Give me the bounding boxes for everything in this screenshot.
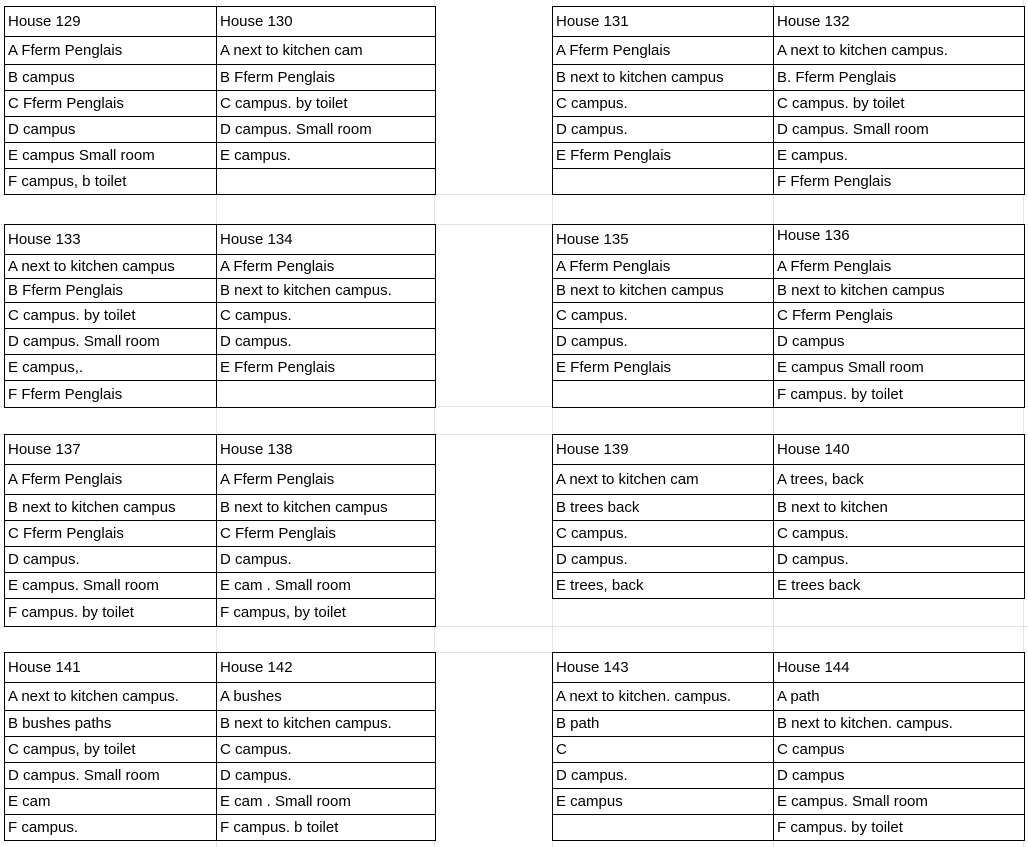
- cell[interactable]: B next to kitchen campus: [774, 279, 1025, 303]
- cell[interactable]: F Fferm Penglais: [5, 381, 217, 408]
- table-header-row: [553, 653, 1025, 683]
- table-row: [5, 169, 436, 195]
- house-title[interactable]: House 144: [774, 653, 1025, 683]
- cell[interactable]: D campus: [774, 329, 1025, 355]
- cell[interactable]: [553, 815, 774, 841]
- table-row: [5, 573, 436, 599]
- cell[interactable]: D campus. Small room: [5, 763, 217, 789]
- cell[interactable]: D campus.: [5, 547, 217, 573]
- cell[interactable]: E Fferm Penglais: [553, 355, 774, 381]
- cell[interactable]: C Fferm Penglais: [217, 521, 436, 547]
- table-row: [5, 329, 436, 355]
- cell[interactable]: B trees back: [553, 495, 774, 521]
- table-row: [5, 91, 436, 117]
- cell[interactable]: C Fferm Penglais: [5, 91, 217, 117]
- house-title[interactable]: House 137: [5, 435, 217, 465]
- table-row: [5, 547, 436, 573]
- cell[interactable]: D campus: [774, 763, 1025, 789]
- table-row: [553, 143, 1025, 169]
- table-row: [553, 37, 1025, 65]
- cell[interactable]: D campus.: [553, 763, 774, 789]
- cell[interactable]: F campus. by toilet: [5, 599, 217, 627]
- table-row: [5, 355, 436, 381]
- cell[interactable]: C campus: [774, 737, 1025, 763]
- house-table-left: [4, 652, 436, 841]
- table-row: [5, 465, 436, 495]
- house-title[interactable]: House 138: [217, 435, 436, 465]
- table-row: [553, 465, 1025, 495]
- cell[interactable]: C campus.: [553, 521, 774, 547]
- cell[interactable]: C campus. by toilet: [774, 91, 1025, 117]
- table-row: [553, 683, 1025, 711]
- cell[interactable]: D campus. Small room: [5, 329, 217, 355]
- cell[interactable]: D campus.: [217, 547, 436, 573]
- cell[interactable]: A next to kitchen cam: [217, 37, 436, 65]
- table-header-row: [553, 435, 1025, 465]
- cell[interactable]: E Fferm Penglais: [553, 143, 774, 169]
- table-row: [5, 521, 436, 547]
- table-row: [5, 599, 436, 627]
- cell[interactable]: C: [553, 737, 774, 763]
- table-row: [553, 737, 1025, 763]
- house-table-right: [552, 434, 1025, 599]
- cell[interactable]: [553, 169, 774, 195]
- cell[interactable]: A Fferm Penglais: [553, 255, 774, 279]
- cell[interactable]: D campus: [5, 117, 217, 143]
- table-row: [553, 255, 1025, 279]
- table-header-row: [5, 7, 436, 37]
- house-title[interactable]: House 132: [774, 7, 1025, 37]
- cell[interactable]: B next to kitchen campus: [553, 279, 774, 303]
- cell[interactable]: A Fferm Penglais: [217, 255, 436, 279]
- cell[interactable]: C campus.: [553, 303, 774, 329]
- cell[interactable]: A next to kitchen campus: [5, 255, 217, 279]
- house-table-right: [552, 6, 1025, 195]
- cell[interactable]: A trees, back: [774, 465, 1025, 495]
- house-title[interactable]: House 140: [774, 435, 1025, 465]
- cell[interactable]: D campus.: [553, 329, 774, 355]
- table-header-row: [5, 653, 436, 683]
- cell[interactable]: A next to kitchen. campus.: [553, 683, 774, 711]
- table-row: [5, 683, 436, 711]
- cell[interactable]: A bushes: [217, 683, 436, 711]
- cell[interactable]: [217, 169, 436, 195]
- table-row: [553, 547, 1025, 573]
- table-row: [553, 789, 1025, 815]
- cell[interactable]: D campus. Small room: [217, 117, 436, 143]
- house-table-right: [552, 224, 1025, 408]
- table-header-row: [553, 7, 1025, 37]
- cell[interactable]: E campus. Small room: [774, 789, 1025, 815]
- cell[interactable]: C campus.: [553, 91, 774, 117]
- cell[interactable]: C campus.: [217, 737, 436, 763]
- cell[interactable]: D campus.: [217, 329, 436, 355]
- cell[interactable]: A path: [774, 683, 1025, 711]
- cell[interactable]: B next to kitchen. campus.: [774, 711, 1025, 737]
- table-row: [553, 381, 1025, 408]
- cell[interactable]: C campus.: [774, 521, 1025, 547]
- table-row: [553, 279, 1025, 303]
- table-row: [5, 495, 436, 521]
- table-row: [5, 737, 436, 763]
- cell[interactable]: B next to kitchen campus: [553, 65, 774, 91]
- house-title[interactable]: House 134: [217, 225, 436, 255]
- cell[interactable]: E campus Small room: [5, 143, 217, 169]
- cell[interactable]: E campus,.: [5, 355, 217, 381]
- house-table-left: [4, 434, 436, 627]
- cell[interactable]: B next to kitchen: [774, 495, 1025, 521]
- cell[interactable]: E trees back: [774, 573, 1025, 599]
- cell[interactable]: F campus. by toilet: [774, 381, 1025, 408]
- table-row: [553, 355, 1025, 381]
- cell[interactable]: F campus. by toilet: [774, 815, 1025, 841]
- house-title[interactable]: House 135: [553, 225, 774, 255]
- cell[interactable]: A Fferm Penglais: [774, 255, 1025, 279]
- cell[interactable]: A next to kitchen cam: [553, 465, 774, 495]
- cell[interactable]: C Fferm Penglais: [5, 521, 217, 547]
- cell[interactable]: C campus, by toilet: [5, 737, 217, 763]
- cell[interactable]: E campus.: [774, 143, 1025, 169]
- cell[interactable]: E campus: [553, 789, 774, 815]
- cell[interactable]: A Fferm Penglais: [217, 465, 436, 495]
- cell[interactable]: C campus.: [217, 303, 436, 329]
- table-row: [5, 143, 436, 169]
- cell[interactable]: B campus: [5, 65, 217, 91]
- cell[interactable]: F campus. b toilet: [217, 815, 436, 841]
- cell[interactable]: C campus. by toilet: [5, 303, 217, 329]
- house-title[interactable]: House 142: [217, 653, 436, 683]
- cell[interactable]: E Fferm Penglais: [217, 355, 436, 381]
- cell[interactable]: B next to kitchen campus.: [217, 711, 436, 737]
- table-row: [553, 763, 1025, 789]
- cell[interactable]: [217, 381, 436, 408]
- cell[interactable]: B path: [553, 711, 774, 737]
- cell[interactable]: D campus.: [553, 117, 774, 143]
- cell[interactable]: E campus.: [217, 143, 436, 169]
- cell[interactable]: B next to kitchen campus.: [217, 279, 436, 303]
- cell[interactable]: F campus.: [5, 815, 217, 841]
- table-row: [553, 303, 1025, 329]
- cell[interactable]: E cam . Small room: [217, 789, 436, 815]
- table-row: [553, 573, 1025, 599]
- table-row: [553, 521, 1025, 547]
- cell[interactable]: A next to kitchen campus.: [774, 37, 1025, 65]
- house-table-right: [552, 652, 1025, 841]
- cell[interactable]: D campus.: [774, 547, 1025, 573]
- cell[interactable]: F Fferm Penglais: [774, 169, 1025, 195]
- table-header-row: [5, 435, 436, 465]
- table-row: [5, 117, 436, 143]
- house-table-left: [4, 224, 436, 408]
- table-row: [5, 255, 436, 279]
- cell[interactable]: E campus Small room: [774, 355, 1025, 381]
- table-row: [5, 763, 436, 789]
- house-title[interactable]: House 139: [553, 435, 774, 465]
- table-header-row: [5, 225, 436, 255]
- table-row: [553, 117, 1025, 143]
- cell[interactable]: F campus, b toilet: [5, 169, 217, 195]
- cell[interactable]: A Fferm Penglais: [5, 465, 217, 495]
- cell[interactable]: A Fferm Penglais: [5, 37, 217, 65]
- cell[interactable]: D campus.: [553, 547, 774, 573]
- table-row: [553, 65, 1025, 91]
- cell[interactable]: E cam . Small room: [217, 573, 436, 599]
- house-title[interactable]: House 141: [5, 653, 217, 683]
- table-row: [553, 91, 1025, 117]
- cell[interactable]: C Fferm Penglais: [774, 303, 1025, 329]
- table-row: [5, 279, 436, 303]
- table-row: [5, 37, 436, 65]
- house-title[interactable]: House 133: [5, 225, 217, 255]
- cell[interactable]: C campus. by toilet: [217, 91, 436, 117]
- cell[interactable]: B next to kitchen campus: [5, 495, 217, 521]
- cell[interactable]: A next to kitchen campus.: [5, 683, 217, 711]
- cell[interactable]: [553, 381, 774, 408]
- table-row: [5, 711, 436, 737]
- house-title[interactable]: House 129: [5, 7, 217, 37]
- cell[interactable]: B. Fferm Penglais: [774, 65, 1025, 91]
- table-row: [553, 495, 1025, 521]
- table-row: [553, 169, 1025, 195]
- table-row: [553, 329, 1025, 355]
- table-row: [553, 815, 1025, 841]
- table-row: [5, 65, 436, 91]
- cell[interactable]: B next to kitchen campus: [217, 495, 436, 521]
- house-title[interactable]: House 136: [774, 225, 1025, 255]
- cell[interactable]: B bushes paths: [5, 711, 217, 737]
- table-row: [5, 789, 436, 815]
- table-row: [5, 815, 436, 841]
- cell[interactable]: E trees, back: [553, 573, 774, 599]
- cell[interactable]: A Fferm Penglais: [553, 37, 774, 65]
- house-title[interactable]: House 130: [217, 7, 436, 37]
- cell[interactable]: E cam: [5, 789, 217, 815]
- cell[interactable]: F campus, by toilet: [217, 599, 436, 627]
- cell[interactable]: E campus. Small room: [5, 573, 217, 599]
- cell[interactable]: D campus. Small room: [774, 117, 1025, 143]
- table-row: [5, 381, 436, 408]
- table-row: [5, 303, 436, 329]
- cell[interactable]: B Fferm Penglais: [217, 65, 436, 91]
- cell[interactable]: B Fferm Penglais: [5, 279, 217, 303]
- cell[interactable]: D campus.: [217, 763, 436, 789]
- table-row: [553, 711, 1025, 737]
- house-title[interactable]: House 143: [553, 653, 774, 683]
- house-title[interactable]: House 131: [553, 7, 774, 37]
- house-table-left: [4, 6, 436, 195]
- table-header-row: [553, 225, 1025, 255]
